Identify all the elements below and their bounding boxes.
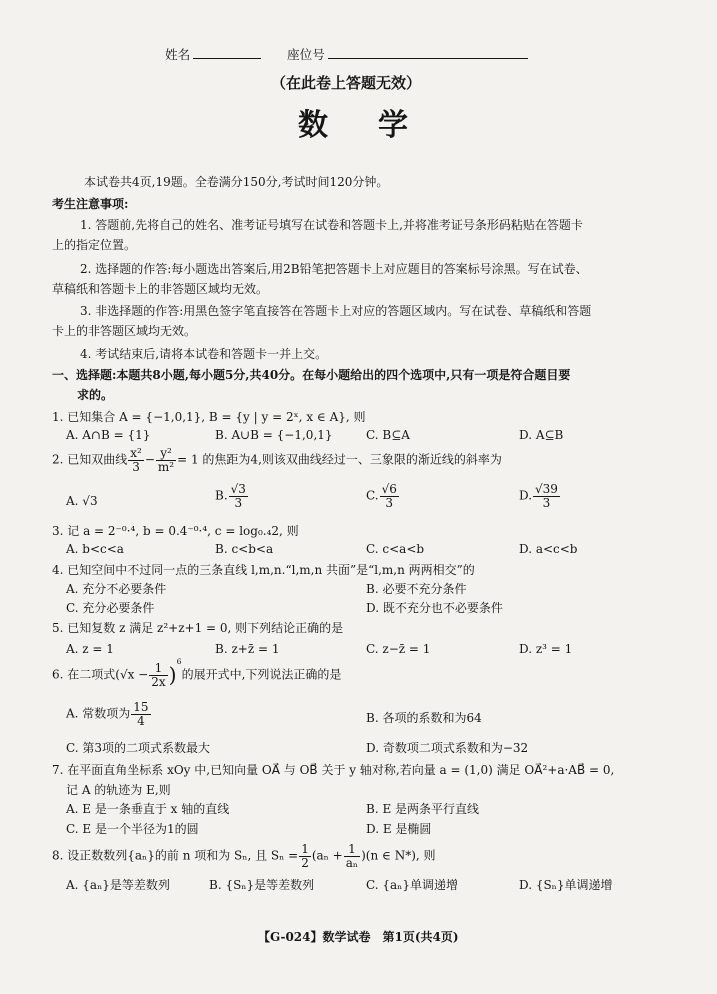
q2-option-c: C. $\frac{√6}{3}$: [366, 482, 397, 510]
q1-stem: 1. 已知集合 A = {−1,0,1}, B = {y | y = 2ˣ, x ∈ A}, 则: [52, 410, 366, 424]
q1-option-d: D. A⊆B: [519, 428, 564, 442]
q3-option-a: A. b<c<a: [66, 542, 124, 556]
note-2-line-1: 2. 选择题的作答:每小题选出答案后,用2B铅笔把答题卡上对应题目的答案标号涂黑。写在试卷、: [80, 262, 588, 276]
note-1-line-2: 上的指定位置。: [52, 238, 137, 252]
q3-option-d: D. a<c<b: [519, 542, 578, 556]
section-heading-line-1: 一、选择题:本题共8小题,每小题5分,共40分。在每小题给出的四个选项中,只有一项是符合题目要: [52, 368, 571, 382]
q8-option-c: C. {aₙ}单调递增: [366, 878, 458, 892]
q8-option-b: B. {Sₙ}是等差数列: [209, 878, 315, 892]
q7-option-c: C. E 是一个半径为1的圆: [66, 822, 199, 836]
q2-fraction-y: $\frac{\text{y²}}{\text{m²}}$: [157, 446, 175, 474]
q4-option-a: A. 充分不必要条件: [66, 582, 167, 596]
notice-text: （在此卷上答题无效）: [271, 74, 422, 92]
notes-heading: 考生注意事项:: [52, 197, 129, 211]
q8-stem: 8. 设正数数列{aₙ}的前 n 项和为 Sₙ, 且 Sₙ = $\frac{1}{2}$ (aₙ + $\frac{1}{\text{aₙ}}$ )(n ∈ N*), 则: [52, 842, 436, 870]
note-2-line-2: 草稿纸和答题卡上的非答题区域均无效。: [52, 282, 269, 296]
note-3-line-1: 3. 非选择题的作答:用黑色签字笔直接答在答题卡上对应的答题区域内。写在试卷、草稿纸和答题: [80, 304, 592, 318]
q6-option-b: B. 各项的系数和为64: [366, 711, 482, 725]
page-title: 数 学: [298, 108, 418, 143]
q6-option-d: D. 奇数项二项式系数和为−32: [366, 741, 529, 755]
q7-option-a: A. E 是一条垂直于 x 轴的直线: [66, 802, 230, 816]
q4-option-c: C. 充分必要条件: [66, 601, 155, 615]
q2-option-b: B. $\frac{√3}{3}$: [215, 482, 246, 510]
q1-option-c: C. B⊆A: [366, 428, 410, 442]
q2-option-d: D. $\frac{√39}{3}$: [519, 482, 558, 510]
q3-stem: 3. 记 a = 2⁻⁰·⁴, b = 0.4⁻⁰·⁴, c = log₀.₄2, 则: [52, 524, 299, 538]
q1-option-a: A. A∩B = {1}: [66, 428, 151, 442]
q6-option-c: C. 第3项的二项式系数最大: [66, 741, 211, 755]
note-4: 4. 考试结束后,请将本试卷和答题卡一并上交。: [80, 347, 328, 361]
q6-option-a: A. 常数项为 $\frac{15}{4}$: [66, 700, 149, 728]
seat-label: 座位号: [287, 44, 528, 63]
q4-option-b: B. 必要不充分条件: [366, 582, 467, 596]
q4-option-d: D. 既不充分也不必要条件: [366, 601, 503, 615]
name-label: 姓名: [165, 44, 261, 63]
q5-stem: 5. 已知复数 z 满足 z²+z+1 = 0, 则下列结论正确的是: [52, 621, 344, 635]
section-heading-line-2: 求的。: [77, 388, 114, 402]
note-1-line-1: 1. 答题前,先将自己的姓名、准考证号填写在试卷和答题卡上,并将准考证号条形码粘贴在答题卡: [80, 218, 583, 232]
q2-stem: 2. 已知双曲线 $\frac{\text{x²}}{3}$ − $\frac{\text{y²}}{\text{m²}}$ = 1 的焦距为4,则该双曲线经过一、三象限的渐近线的斜率为: [52, 446, 502, 474]
note-3-line-2: 卡上的非答题区域均无效。: [52, 324, 197, 338]
q1-option-b: B. A∪B = {−1,0,1}: [215, 428, 333, 442]
q5-option-b: B. z+z̄ = 1: [215, 642, 280, 656]
intro-text: 本试卷共4页,19题。全卷满分150分,考试时间120分钟。: [84, 175, 389, 189]
q7-stem-line-2: 记 A 的轨迹为 E,则: [66, 783, 171, 797]
q3-option-b: B. c<b<a: [215, 542, 274, 556]
q7-option-b: B. E 是两条平行直线: [366, 802, 480, 816]
q7-stem-line-1: 7. 在平面直角坐标系 xOy 中,已知向量 OA⃗ 与 OB⃗ 关于 y 轴对称,若向量 a = (1,0) 满足 OA⃗²+a·AB⃗ = 0,: [52, 763, 615, 777]
q5-option-a: A. z = 1: [66, 642, 114, 656]
q2-fraction-x: $\frac{\text{x²}}{3}$: [130, 446, 142, 474]
page-footer: 【G-024】数学试卷 第1页(共4页): [258, 930, 459, 944]
q5-option-c: C. z−z̄ = 1: [366, 642, 431, 656]
q6-stem: 6. 在二项式(√x − $\frac{1}{2x}$ )$^6$的展开式中,下列说法正确的是: [52, 656, 342, 689]
q5-option-d: D. z³ = 1: [519, 642, 573, 656]
q8-option-d: D. {Sₙ}单调递增: [519, 878, 613, 892]
q3-option-c: C. c<a<b: [366, 542, 425, 556]
q2-option-a: A. √3: [66, 494, 98, 508]
q4-stem: 4. 已知空间中不过同一点的三条直线 l,m,n.“l,m,n 共面”是“l,m,n 两两相交”的: [52, 563, 475, 577]
q8-option-a: A. {aₙ}是等差数列: [66, 878, 170, 892]
q7-option-d: D. E 是椭圆: [366, 822, 432, 836]
